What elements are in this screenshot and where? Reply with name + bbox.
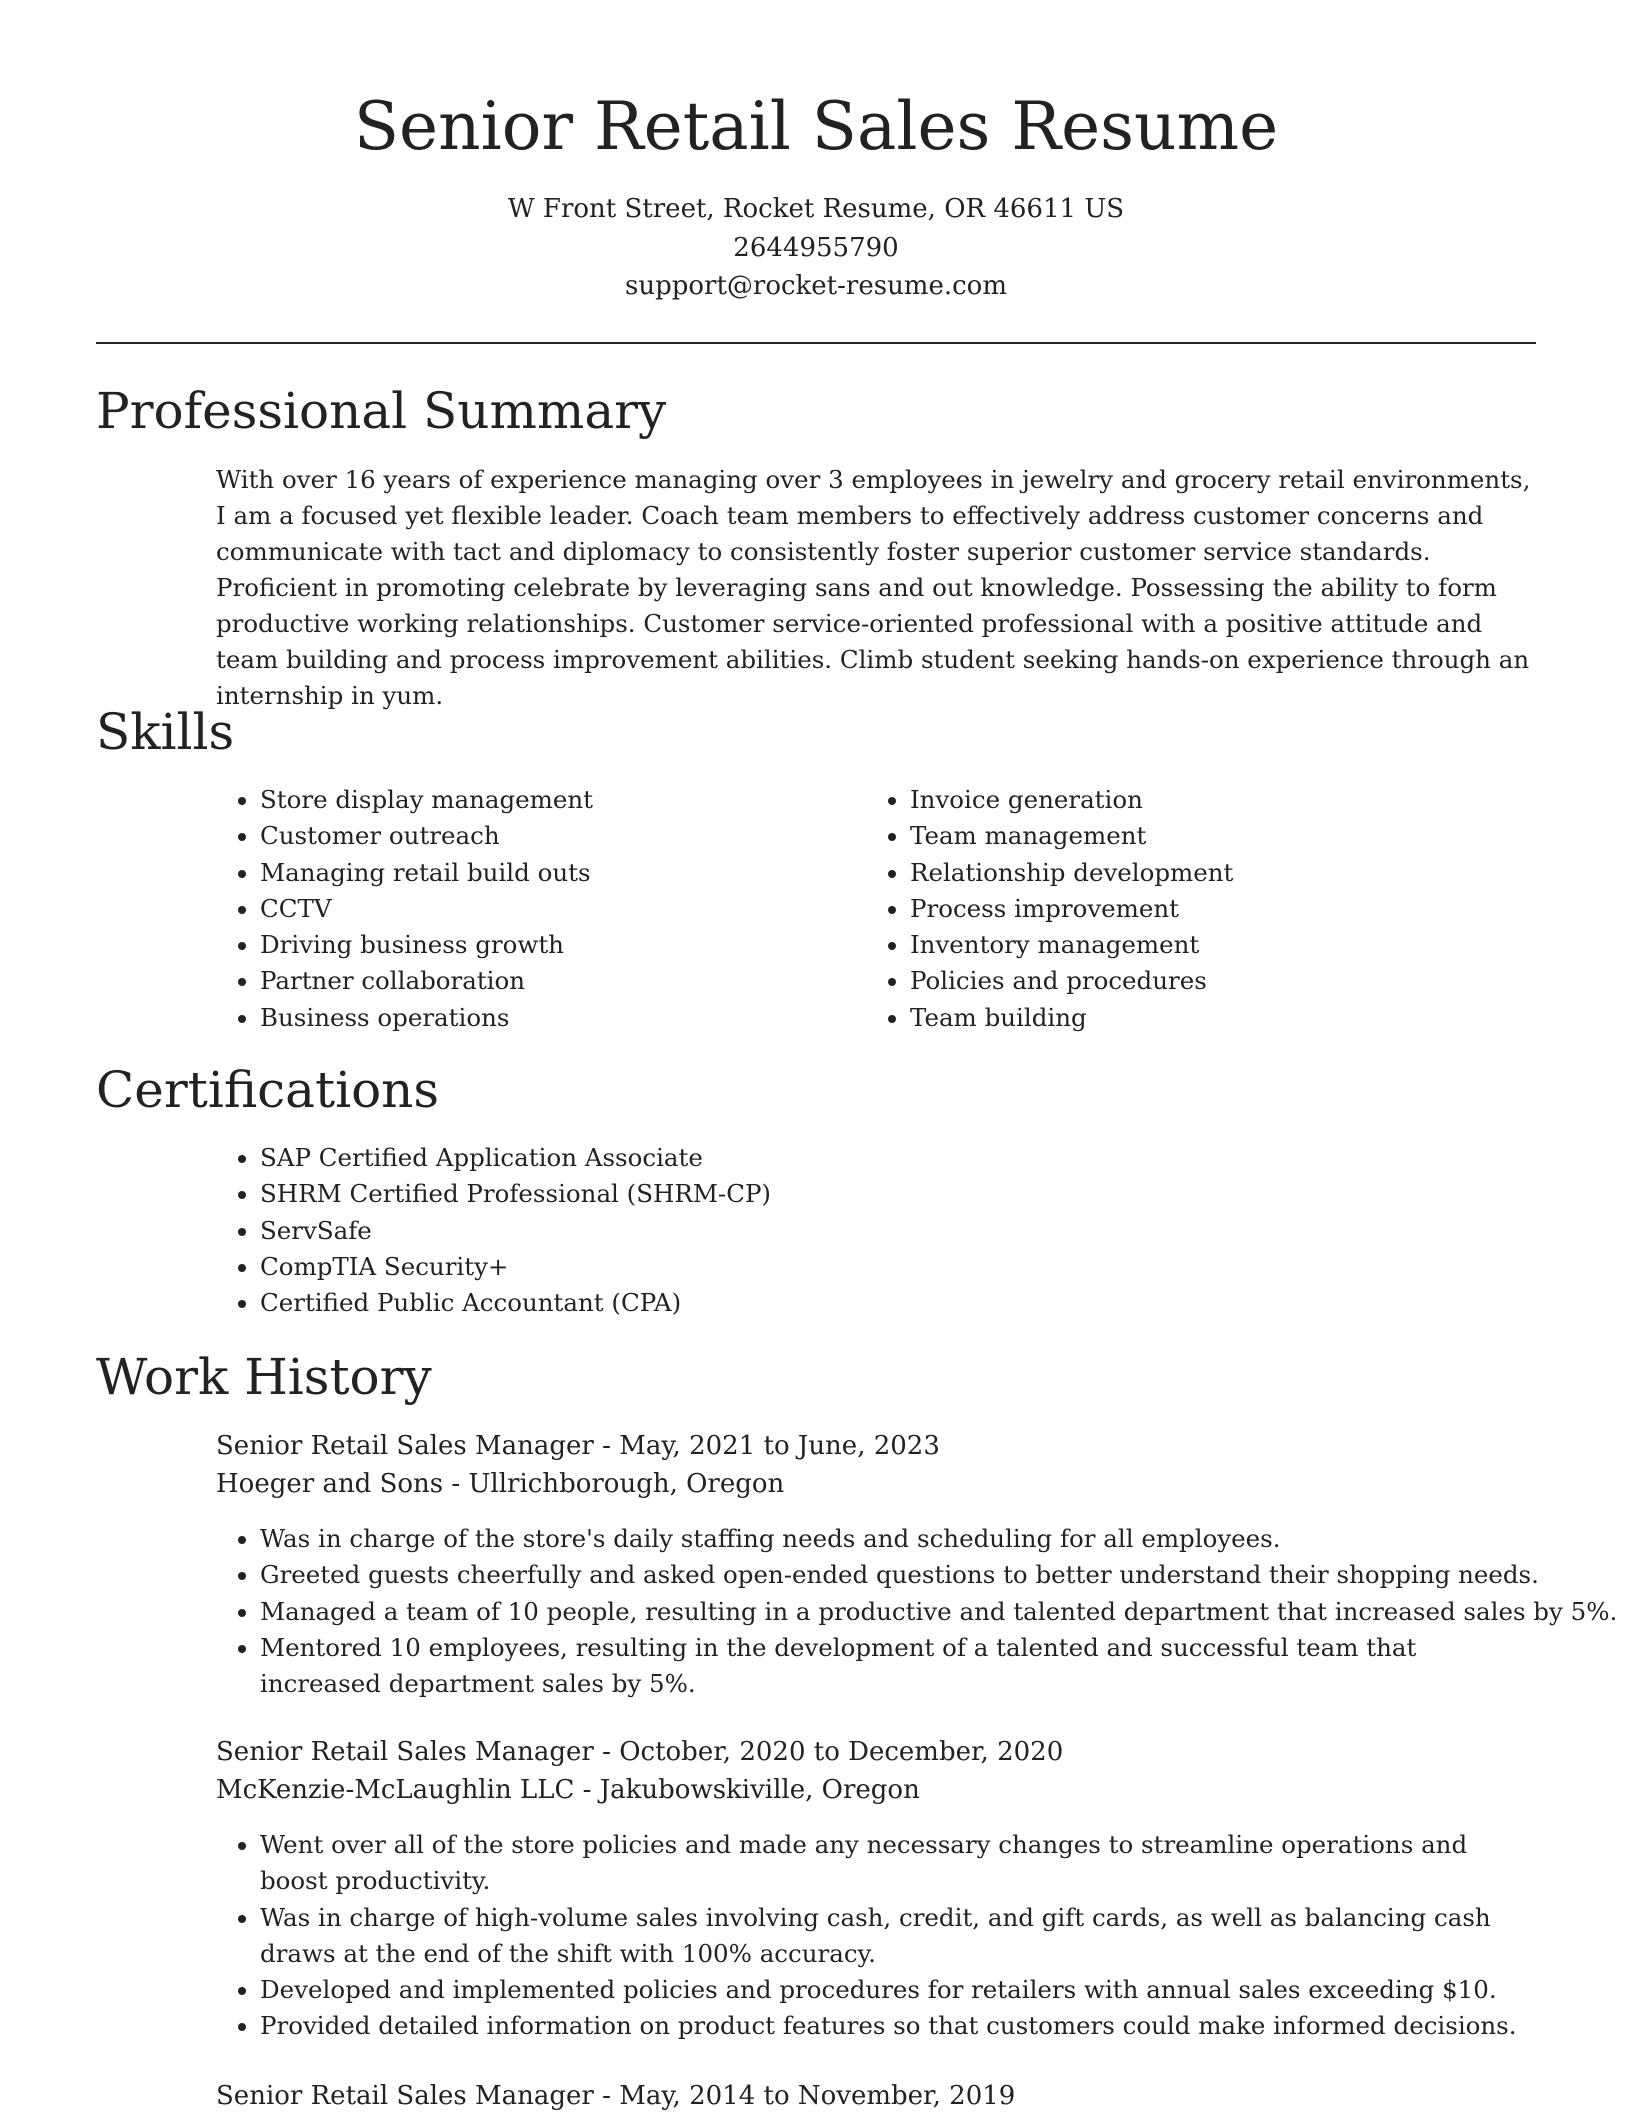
skill-item: • Partner collaboration: [260, 963, 593, 999]
skills-heading: Skills: [96, 703, 235, 761]
job-dates: October, 2020 to December, 2020: [619, 1737, 1064, 1767]
phone-line: 2644955790: [733, 232, 899, 263]
certifications-heading: Certifications: [96, 1061, 440, 1119]
resume-title: Senior Retail Sales Resume: [353, 88, 1279, 165]
certification-item: • Certified Public Accountant (CPA): [260, 1285, 771, 1321]
job-bullet: • Managed a team of 10 people, resulting in a productive and talented department that increased sales by 5%.: [260, 1594, 1580, 1630]
skill-item: • Policies and procedures: [910, 963, 1233, 999]
job-title: Senior Retail Sales Manager: [216, 2081, 594, 2111]
skill-item: • Team building: [910, 1000, 1233, 1036]
job-title-line: Senior Retail Sales Manager - October, 2020 to December, 2020: [216, 1737, 1064, 1767]
job-title: Senior Retail Sales Manager: [216, 1431, 594, 1461]
skill-item: • CCTV: [260, 891, 593, 927]
skill-item: • Invoice generation: [910, 782, 1233, 818]
job-title-line: Senior Retail Sales Manager - May, 2021 to June, 2023: [216, 1431, 940, 1461]
skill-item: • Managing retail build outs: [260, 855, 593, 891]
job-bullet: • Greeted guests cheerfully and asked open-ended questions to better understand their shopping needs.: [260, 1557, 1580, 1593]
email-line: support@rocket-resume.com: [624, 271, 1007, 301]
skills-list-col2: [866, 782, 1233, 1036]
skill-item: • Store display management: [260, 782, 593, 818]
skill-item: • Team management: [910, 818, 1233, 854]
contact-block: [0, 190, 1632, 306]
summary-text: With over 16 years of experience managing over 3 employees in jewelry and grocery retail environments, I am a focused yet flexible leader. Coach team members to effectively address customer concerns and communicate with tact and diplomacy to consistently foster superior customer service standards. Proficient in promoting celebrate by leveraging sans and out knowledge. Possessing the ability to form productive working relationships. Customer service-oriented professional with a positive attitude and team building and process improvement abilities. Climb student seeking hands-on experience through an internship in yum.: [216, 465, 1531, 710]
address-line: W Front Street, Rocket Resume, OR 46611 US: [507, 194, 1125, 224]
job-bullet: • Was in charge of the store's daily staffing needs and scheduling for all employees.: [260, 1521, 1580, 1557]
skills-list-col1: [216, 782, 593, 1036]
job-bullet: • Went over all of the store policies and made any necessary changes to streamline operations and boost productivity.: [260, 1827, 1510, 1900]
certifications-list: [216, 1140, 771, 1321]
summary-heading: Professional Summary: [96, 382, 667, 440]
skill-item: • Inventory management: [910, 927, 1233, 963]
job-company: Hoeger and Sons: [216, 1469, 444, 1499]
skill-item: • Relationship development: [910, 855, 1233, 891]
job-company: McKenzie-McLaughlin LLC: [216, 1775, 575, 1805]
job-bullets: [216, 1521, 1618, 1702]
skill-item: • Process improvement: [910, 891, 1233, 927]
skill-item: • Driving business growth: [260, 927, 593, 963]
skill-item: • Business operations: [260, 1000, 593, 1036]
certification-item: • SAP Certified Application Associate: [260, 1140, 771, 1176]
work-history-heading: Work History: [96, 1348, 432, 1406]
job-bullet: • Mentored 10 employees, resulting in the development of a talented and successful team that increased department sales by 5%.: [260, 1630, 1480, 1703]
job-title-line: Senior Retail Sales Manager - May, 2014 to November, 2019: [216, 2081, 1016, 2111]
skill-item: • Customer outreach: [260, 818, 593, 854]
job-company-line: McKenzie-McLaughlin LLC - Jakubowskiville, Oregon: [216, 1775, 920, 1805]
job-dates: May, 2021 to June, 2023: [619, 1431, 940, 1461]
header-divider: [96, 342, 1536, 344]
certification-item: • ServSafe: [260, 1213, 771, 1249]
job-dates: May, 2014 to November, 2019: [619, 2081, 1016, 2111]
job-title: Senior Retail Sales Manager: [216, 1737, 594, 1767]
job-bullets: [216, 1827, 1580, 2045]
job-bullet: • Was in charge of high-volume sales involving cash, credit, and gift cards, as well as balancing cash draws at the end of the shift with 100% accuracy.: [260, 1900, 1540, 1973]
job-location: Jakubowskiville, Oregon: [599, 1775, 920, 1805]
job-bullet: • Developed and implemented policies and procedures for retailers with annual sales exceeding $10.: [260, 1972, 1580, 2008]
job-company-line: Hoeger and Sons - Ullrichborough, Oregon: [216, 1469, 785, 1499]
certification-item: • CompTIA Security+: [260, 1249, 771, 1285]
job-location: Ullrichborough, Oregon: [468, 1469, 785, 1499]
job-bullet: • Provided detailed information on product features so that customers could make informed decisions.: [260, 2008, 1580, 2044]
certification-item: • SHRM Certified Professional (SHRM-CP): [260, 1176, 771, 1212]
